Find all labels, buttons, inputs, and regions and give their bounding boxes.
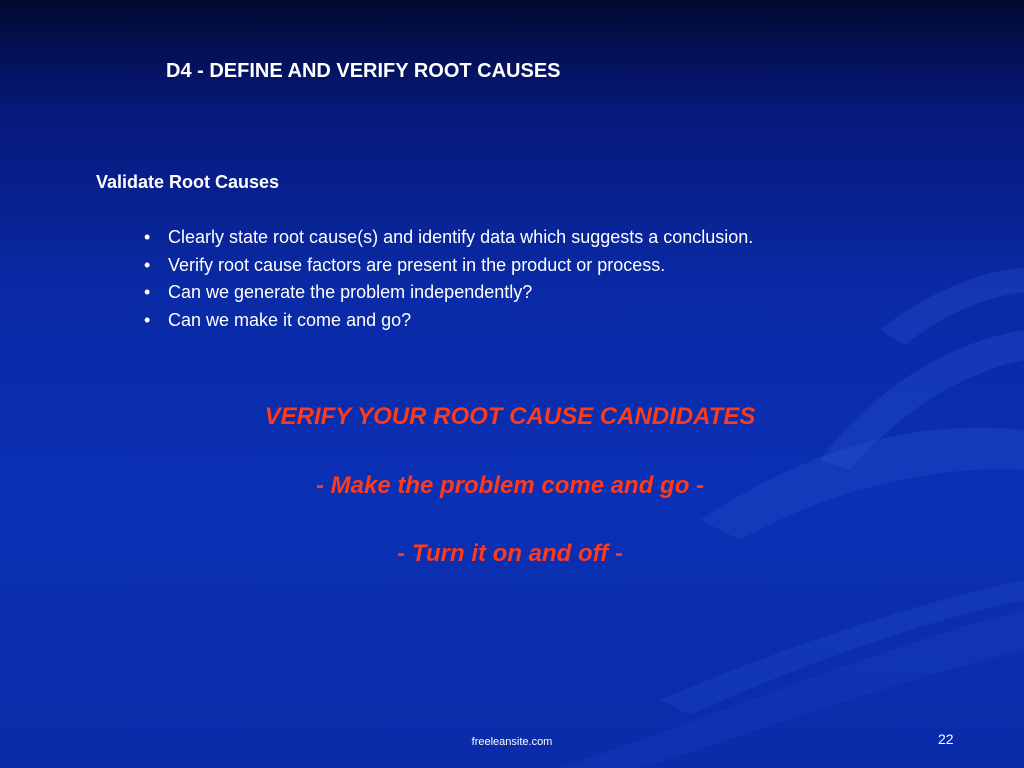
callout-line: - Turn it on and off - bbox=[397, 540, 623, 567]
list-item-text: Can we generate the problem independently? bbox=[168, 282, 533, 303]
list-item-text: Verify root cause factors are present in the product or process. bbox=[168, 254, 666, 275]
list-item bbox=[144, 279, 753, 307]
slide-title: D4 - DEFINE AND VERIFY ROOT CAUSES bbox=[166, 60, 561, 82]
bullet-icon: • bbox=[144, 227, 151, 248]
list-item bbox=[144, 224, 753, 252]
callout-line: - Make the problem come and go - bbox=[315, 472, 705, 499]
section-heading: Validate Root Causes bbox=[96, 172, 280, 192]
bullet-icon: • bbox=[144, 282, 151, 303]
footer-source: freeleansite.com bbox=[471, 736, 553, 748]
list-item bbox=[144, 307, 753, 335]
list-item bbox=[144, 252, 753, 280]
slide-number: 22 bbox=[938, 731, 954, 747]
bullet-icon: • bbox=[144, 309, 151, 330]
list-item-text: Can we make it come and go? bbox=[168, 309, 412, 330]
callout-heading: VERIFY YOUR ROOT CAUSE CANDIDATES bbox=[264, 403, 756, 430]
bullet-list bbox=[144, 224, 753, 334]
bullet-icon: • bbox=[144, 254, 151, 275]
list-item-text: Clearly state root cause(s) and identify data which suggests a conclusion. bbox=[168, 227, 754, 248]
